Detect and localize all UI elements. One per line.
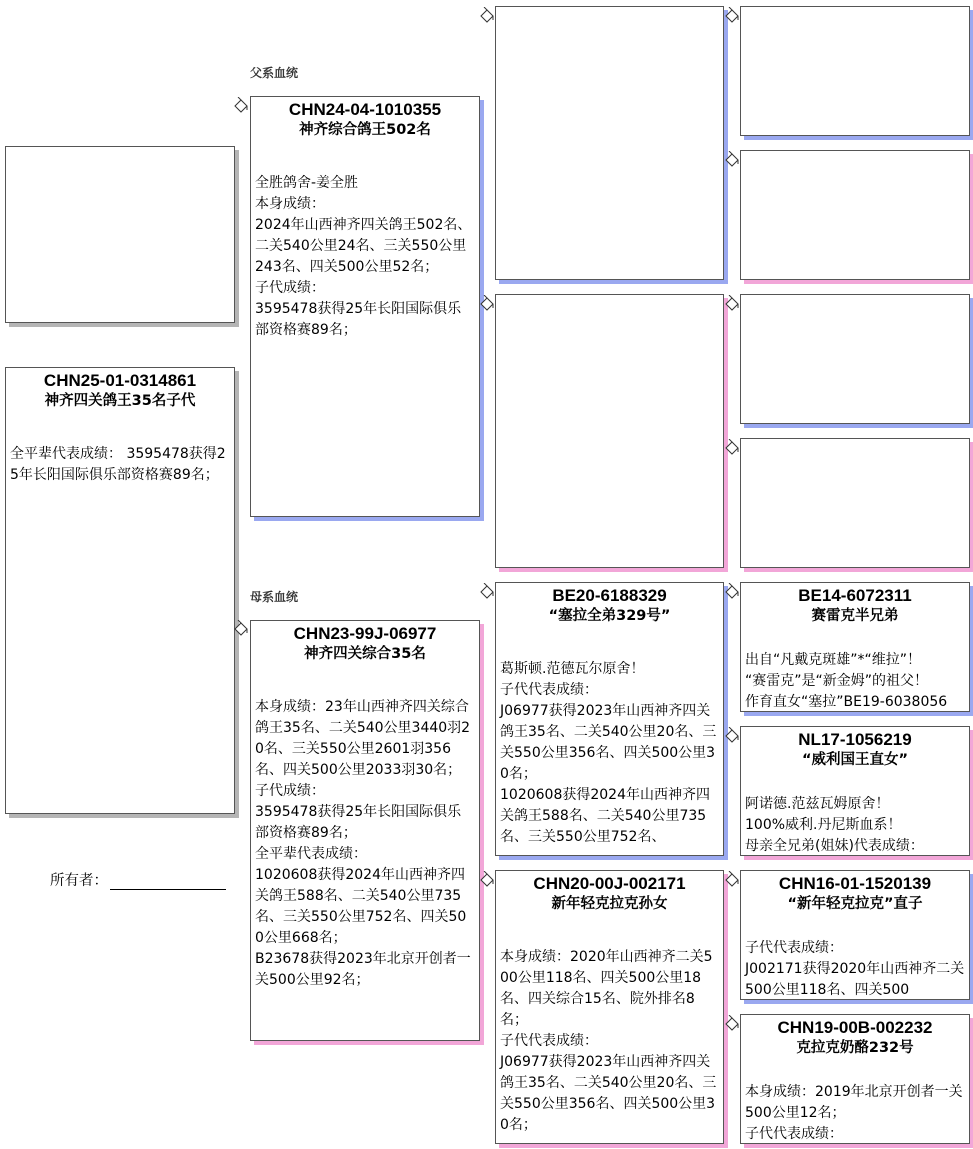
edit-bucket-icon[interactable] [724,295,740,311]
sire-dam-card[interactable] [495,294,724,568]
edit-bucket-icon[interactable] [724,727,740,743]
ddam-sire-ring: CHN16-01-1520139 [778,874,932,893]
edit-bucket-icon[interactable] [479,7,495,23]
edit-bucket-icon[interactable] [724,871,740,887]
dam-sire-name: “塞拉全弟329号” [548,608,671,624]
edit-bucket-icon[interactable] [724,583,740,599]
ss-dam-card[interactable] [740,150,970,280]
dsire-sire-name: 赛雷克半兄弟 [811,608,899,624]
edit-bucket-icon[interactable] [724,7,740,23]
ddam-dam-card[interactable] [740,1014,970,1144]
dsire-dam-name: “威利国王直女” [801,752,909,768]
sire-name: 神齐综合鸽王502名 [299,122,431,138]
edit-bucket-icon[interactable] [479,871,495,887]
sd-sire-card[interactable] [740,294,970,424]
subject-card[interactable] [5,367,235,814]
ddam-sire-name: “新年轻克拉克”直子 [787,896,923,912]
subject-body: 全平辈代表成绩： 3595478获得25年长阳国际俱乐部资格赛89名； [10,446,226,483]
edit-bucket-icon[interactable] [233,97,249,113]
sire-card[interactable] [250,96,480,517]
sd-dam-card[interactable] [740,438,970,568]
dam-sire-body: 葛斯顿.范德瓦尔原舍！ 子代代表成绩： J06977获得2023年山西神齐四关鸽王35名、二关540公里20名、三关550公里356名、四关500公里30名； 1020608获得2024年山西神齐四关鸽王588名、二关540公里735名、三关550公里752名、 [500,661,717,845]
dsire-dam-body: 阿诺德.范兹瓦姆原舍！ 100%威利.丹尼斯血系！ 母亲全兄弟(姐妹)代表成绩： [745,796,924,854]
sire-ring: CHN24-04-1010355 [288,100,442,119]
sire-body: 全胜鸽舍-姜全胜 本身成绩： 2024年山西神齐四关鸽王502名、二关540公里24名、三关550公里243名、四关500公里52名； 子代成绩： 3595478获得25年长阳国际俱乐部资格赛89名； [255,175,472,338]
edit-bucket-icon[interactable] [724,1015,740,1031]
dam-sire-card[interactable] [495,582,724,856]
ddam-sire-body: 子代代表成绩： J002171获得2020年山西神齐二关500公里118名、四关500 [745,940,965,998]
subject-ring: CHN25-01-0314861 [43,371,197,390]
dsire-sire-body: 出自“凡戴克斑雄”*“维拉”！ “赛雷克”是“新金姆”的祖父！ 作育直女“塞拉”BE19-6038056 [745,652,948,710]
ddam-dam-name: 克拉克奶酪232号 [796,1040,914,1056]
dsire-sire-ring: BE14-6072311 [798,586,912,605]
dam-dam-card[interactable] [495,870,724,1144]
dam-dam-name: 新年轻克拉克孙女 [551,896,668,912]
dam-body: 本身成绩：23年山西神齐四关综合鸽王35名、二关540公里3440羽20名、三关550公里2601羽356名、四关500公里2033羽30名； 子代成绩： 3595478获得25年长阳国际俱乐部资格赛89名； 全平辈代表成绩： 1020608获得2024年山西神齐四关鸽王588名、二关540公里735名、三关550公里752名、四关500公里668名； B23678获得2023年北京开创者一关500公里92名； [255,699,471,988]
sire-line-label: 父系血统 [250,66,299,80]
edit-bucket-icon[interactable] [233,620,249,636]
edit-bucket-icon[interactable] [479,295,495,311]
ddam-dam-ring: CHN19-00B-002232 [777,1018,933,1037]
edit-bucket-icon[interactable] [724,151,740,167]
dam-dam-ring: CHN20-00J-002171 [533,874,686,893]
dam-ring: CHN23-99J-06977 [293,624,437,643]
edit-bucket-icon[interactable] [479,583,495,599]
photo-box [5,146,235,323]
dsire-dam-ring: NL17-1056219 [798,730,912,749]
dam-sire-ring: BE20-6188329 [552,586,667,605]
owner-label: 所有者： [50,873,108,889]
subject-name: 神齐四关鸽王35名子代 [44,393,196,409]
dsire-sire-card[interactable] [740,582,970,712]
owner-line [110,875,226,890]
dam-line-label: 母系血统 [250,590,299,604]
dsire-dam-card[interactable] [740,726,970,856]
ddam-sire-card[interactable] [740,870,970,1000]
edit-bucket-icon[interactable] [724,439,740,455]
sire-sire-card[interactable] [495,6,724,280]
owner-field [50,869,226,890]
dam-card[interactable] [250,620,480,1041]
ss-sire-card[interactable] [740,6,970,136]
dam-name: 神齐四关综合35名 [304,646,426,662]
ddam-dam-body: 本身成绩：2019年北京开创者一关500公里12名； 子代代表成绩： [745,1084,963,1142]
dam-dam-body: 本身成绩：2020年山西神齐二关500公里118名、四关500公里18名、四关综合15名、院外排名8名； 子代代表成绩： J06977获得2023年山西神齐四关鸽王35名、二关540公里20名、三关550公里356名、四关500公里30名； [500,949,717,1133]
